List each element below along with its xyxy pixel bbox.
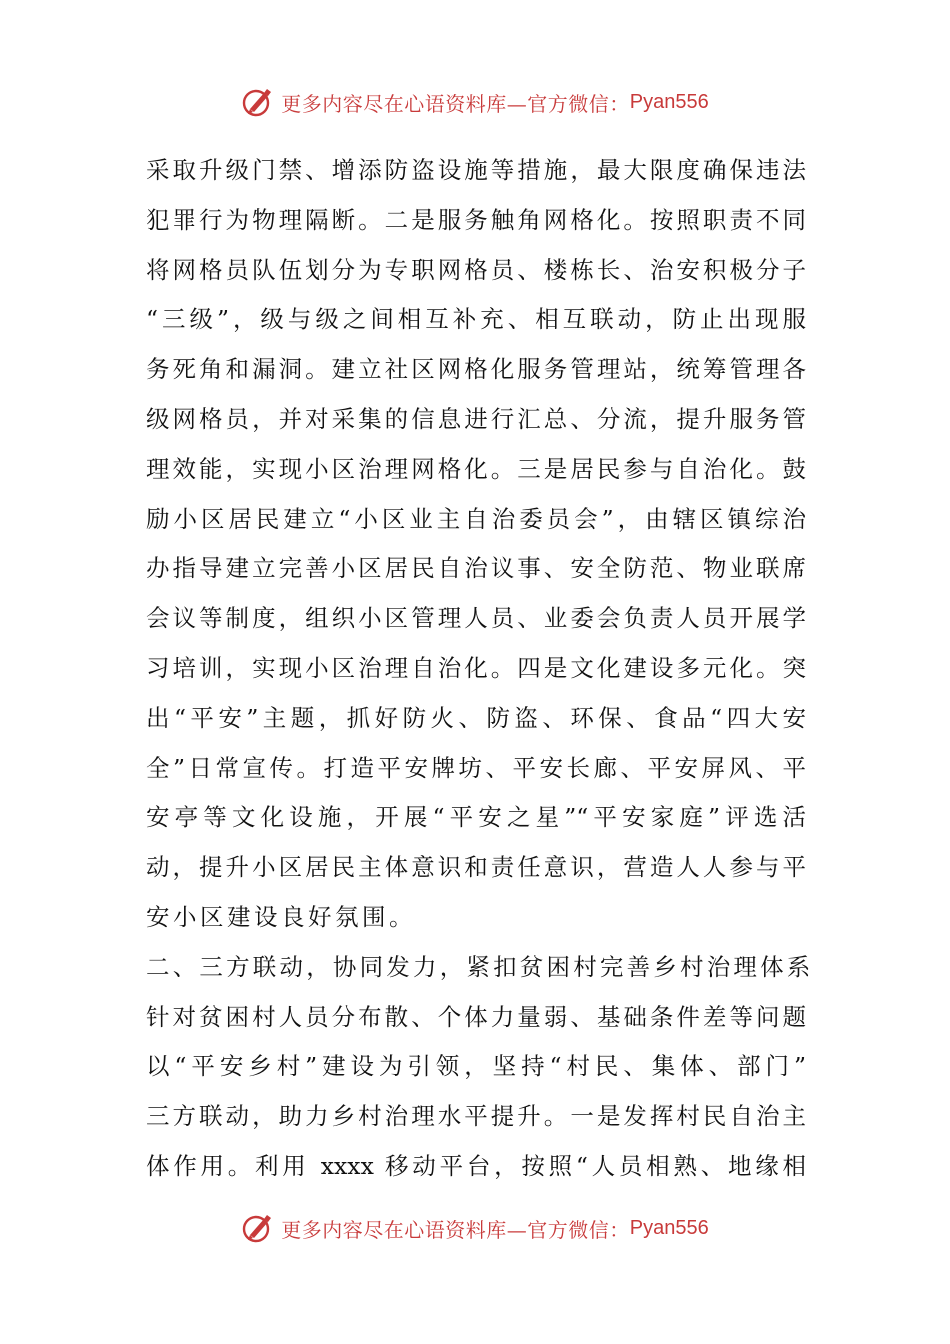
text-line: “三级”，级与级之间相互补充、相互联动，防止出现服 [146,305,806,334]
text-line: 犯罪行为物理隔断。二是服务触角网格化。按照职责不同 [146,205,806,234]
text-line: 习培训，实现小区治理自治化。四是文化建设多元化。突 [146,653,806,682]
text-line: 体作用。利用 xxxx 移动平台，按照“人员相熟、地缘相 [146,1151,806,1180]
section-heading: 二、三方联动，协同发力，紧扣贫困村完善乡村治理体系 [146,952,814,981]
text-line: 针对贫困村人员分布散、个体力量弱、基础条件差等问题 [146,1002,806,1031]
text-line: 安亭等文化设施，开展“平安之星”“平安家庭”评选活 [146,803,806,832]
header-brand-text: 更多内容尽在心语资料库—官方微信： [281,91,630,116]
footer-wechat-handle: Pyan556 [629,1216,709,1239]
text-line: 以“平安乡村”建设为引领，坚持“村民、集体、部门” [146,1052,806,1081]
pen-logo-icon [241,85,275,119]
text-line: 出“平安”主题，抓好防火、防盗、环保、食品“四大安 [146,703,806,732]
text-line: 采取升级门禁、增添防盗设施等措施，最大限度确保违法 [146,156,806,184]
text-line: 将网格员队伍划分为专职网格员、楼栋长、治安积极分子 [146,255,806,284]
text-line: 动，提升小区居民主体意识和责任意识，营造人人参与平 [146,853,806,882]
text-line: 理效能，实现小区治理网格化。三是居民参与自治化。鼓 [146,454,806,483]
text-line: 级网格员，并对采集的信息进行汇总、分流，提升服务管 [146,404,806,433]
header-watermark-banner [0,82,950,122]
footer-brand-text: 更多内容尽在心语资料库—官方微信： [281,1217,630,1242]
text-line: 办指导建立完善小区居民自治议事、安全防范、物业联席 [146,554,806,583]
header-wechat-handle: Pyan556 [629,90,709,113]
text-line: 会议等制度，组织小区管理人员、业委会负责人员开展学 [146,604,806,633]
text-line: 全”日常宣传。打造平安牌坊、平安长廊、平安屏风、平 [146,753,806,782]
text-line: 务死角和漏洞。建立社区网格化服务管理站，统筹管理各 [146,355,806,384]
document-body [146,146,814,1192]
pen-logo-icon [241,1211,275,1245]
footer-watermark-banner [0,1208,950,1248]
text-line: 三方联动，助力乡村治理水平提升。一是发挥村民自治主 [146,1102,806,1131]
text-line: 安小区建设良好氛围。 [146,902,416,931]
text-line: 励小区居民建立“小区业主自治委员会”，由辖区镇综治 [146,504,806,533]
